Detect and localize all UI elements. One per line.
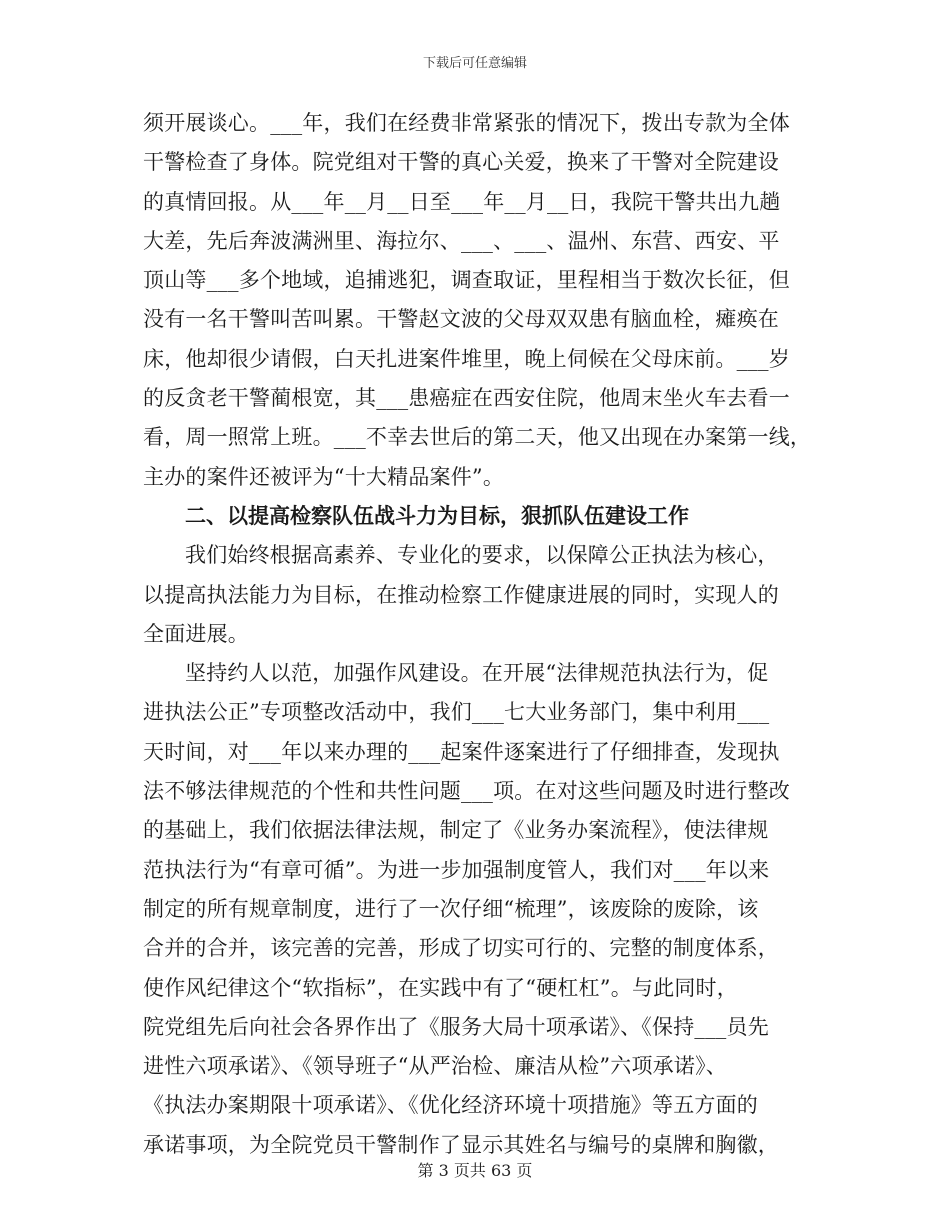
paragraph-line: 以提高执法能力为目标，在推动检察工作健康进展的同时，实现人的: [143, 582, 779, 607]
paragraph-line: 进执法公正”专项整改活动中，我们___七大业务部门，集中利用___: [143, 700, 770, 725]
paragraph-line: 大差，先后奔波满洲里、海拉尔、___、___、温州、东营、西安、平: [143, 228, 780, 253]
page-footer: 第 3 页共 63 页: [417, 1161, 533, 1180]
paragraph-line: 承诺事项，为全院党员干警制作了显示其姓名与编号的桌牌和胸徽，: [143, 1132, 779, 1157]
paragraph-line: 顶山等___多个地域，追捕逃犯，调查取证，里程相当于数次长征，但: [143, 268, 790, 293]
paragraph-line: 的基础上，我们依据法律法规，制定了《业务办案流程》，使法律规: [143, 818, 769, 843]
paragraph-line: 没有一名干警叫苦叫累。干警赵文波的父母双双患有脑血栓，瘫痪在: [143, 307, 779, 332]
paragraph-line: 须开展谈心。___年，我们在经费非常紧张的情况下，拨出专款为全体: [143, 111, 790, 135]
paragraph-line: 全面进展。: [143, 621, 249, 646]
body-paragraph: [143, 654, 823, 1165]
document-body: [143, 104, 823, 1165]
paragraph-line: 使作风纪律这个“软指标”，在实践中有了“硬杠杠”。与此同时，: [143, 975, 738, 1000]
paragraph-line: 的反贪老干警蔺根宽，其___患癌症在西安住院，他周末坐火车去看一: [143, 386, 790, 411]
paragraph-line: 的真情回报。从___年__月__日至___年__月__日，我院干警共出九趟: [143, 189, 781, 214]
paragraph-line: 范执法行为“有章可循”。为进一步加强制度管人，我们对___年以来: [143, 857, 770, 882]
section-heading: 二、以提高检察队伍战斗力为目标，狠抓队伍建设工作: [185, 503, 689, 528]
body-paragraph: [143, 536, 823, 654]
paragraph-line: 制定的所有规章制度，进行了一次仔细“梳理”，该废除的废除，该: [143, 896, 759, 921]
paragraph-line: 主办的案件还被评为“十大精品案件”。: [143, 464, 505, 489]
page-header: 下载后可任意编辑: [422, 56, 527, 71]
paragraph-line: 合并的合并，该完善的完善，形成了切实可行的、完整的制度体系，: [143, 936, 779, 961]
paragraph-line: 干警检查了身体。院党组对干警的真心关爱，换来了干警对全院建设: [143, 150, 779, 175]
paragraph-line: 院党组先后向社会各界作出了《服务大局十项承诺》、《保持___员先: [143, 1014, 769, 1039]
paragraph-line: 《执法办案期限十项承诺》、《优化经济环境十项措施》等五方面的: [143, 1093, 758, 1118]
body-paragraph: [143, 104, 823, 497]
paragraph-line: 坚持约人以范，加强作风建设。在开展“法律规范执法行为，促: [185, 661, 769, 686]
paragraph-line: 床，他却很少请假，白天扎进案件堆里，晚上伺候在父母床前。___岁: [143, 346, 790, 371]
paragraph-line: 我们始终根据高素养、专业化的要求，以保障公正执法为核心，: [185, 543, 779, 568]
paragraph-line: 看，周一照常上班。___不幸去世后的第二天，他又出现在办案第一线，: [143, 425, 812, 450]
paragraph-line: 法不够法律规范的个性和共性问题___项。在对这些问题及时进行整改: [143, 779, 790, 804]
paragraph-line: 进性六项承诺》、《领导班子“从严治检、廉洁从检”六项承诺》、: [143, 1054, 727, 1079]
paragraph-line: 天时间，对___年以来办理的___起案件逐案进行了仔细排查，发现执: [143, 739, 780, 764]
